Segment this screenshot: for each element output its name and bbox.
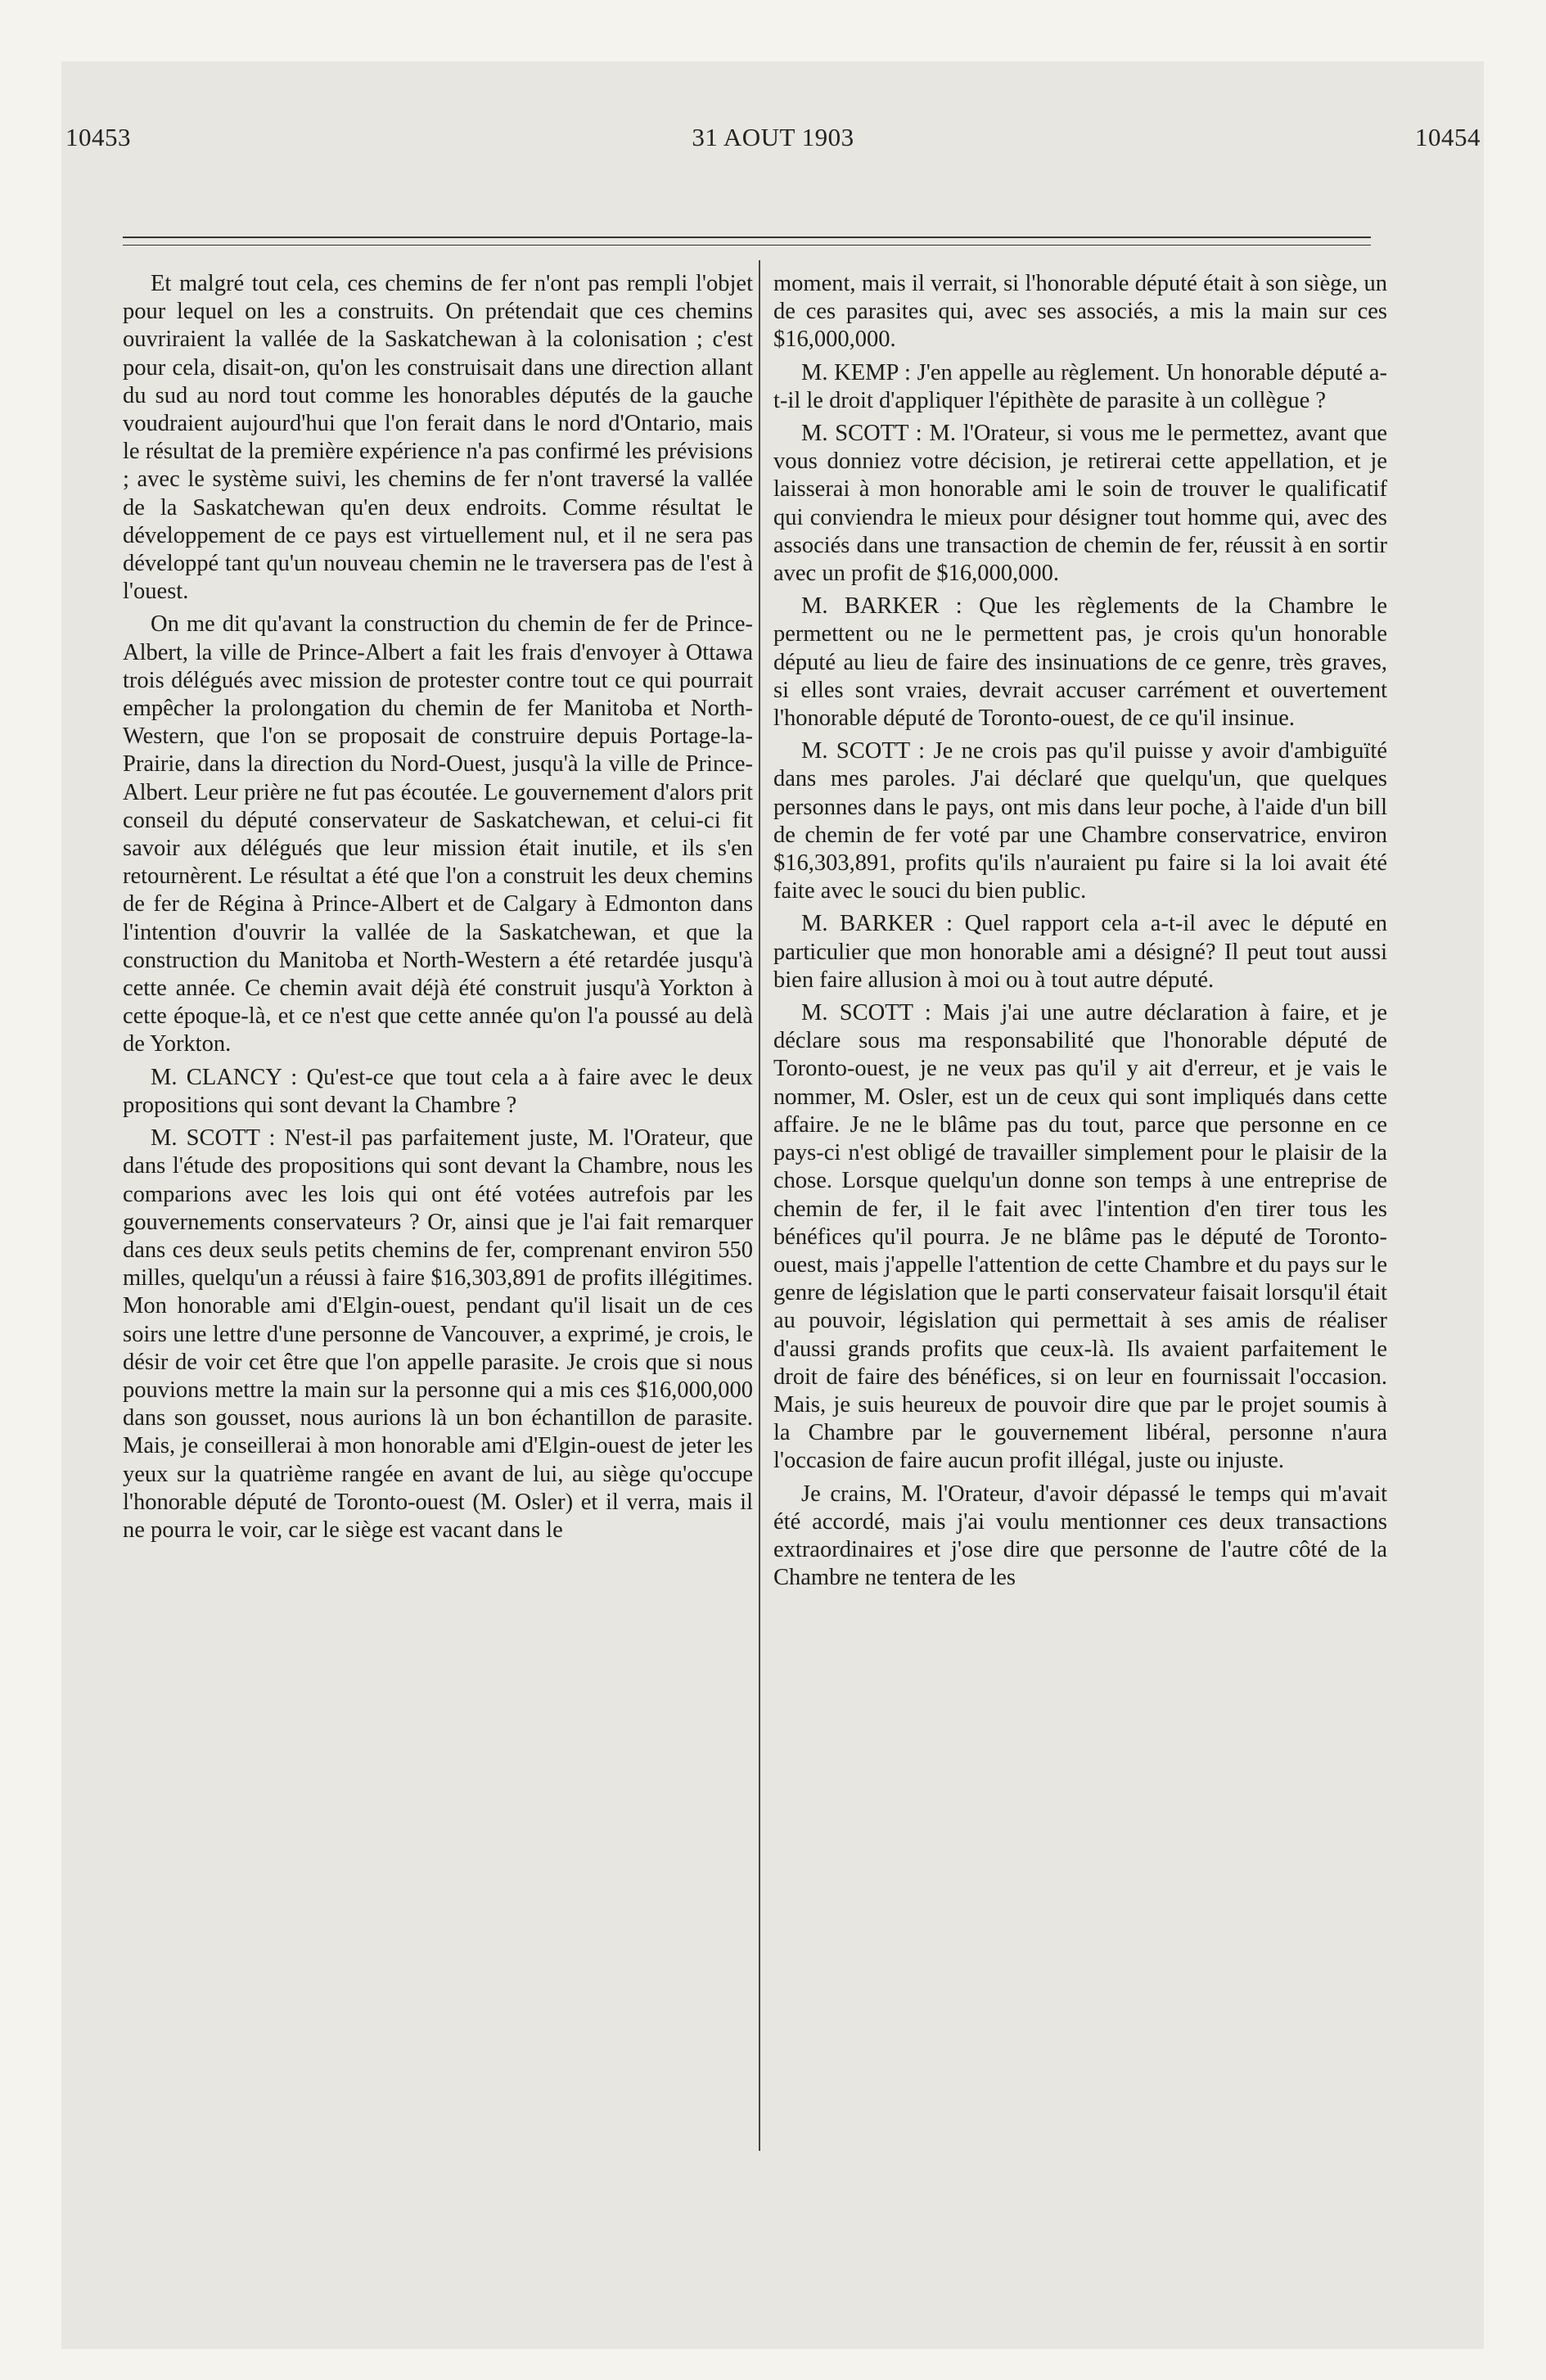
right-column	[773, 270, 1387, 1597]
column-divider	[759, 260, 760, 2151]
paragraph: Je crains, M. l'Orateur, d'avoir dépassé le temps qui m'avait été accordé, mais j'ai voulu mentionner ces deux transactions extraordinaires et j'ose dire que personne de l'autre côté de la Chambre ne tentera de les	[773, 1481, 1387, 1591]
paragraph: moment, mais il verrait, si l'honorable député était à son siège, un de ces parasites qui, avec ses associés, a mis la main sur ces $16,000,000.	[773, 271, 1387, 353]
paragraph: M. SCOTT : M. l'Orateur, si vous me le permettez, avant que vous donniez votre décision, je retirerai cette appellation, et je laisserai à mon honorable ami le soin de trouver le qualificatif qui conviendra le mieux pour désigner tout homme qui, avec des associés dans une transaction de chemin de fer, réussit à en sortir avec un profit de $16,000,000.	[773, 421, 1387, 587]
paragraph: M. SCOTT : Mais j'ai une autre déclaration à faire, et je déclare sous ma responsabilité que l'honorable député de Toronto-ouest, je ne veux pas qu'il y ait d'erreur, et je vais le nommer, M. Osler, est un de ceux qui sont impliqués dans cette affaire. Je ne le blâme pas du tout, parce que personne en ce pays-ci n'est obligé de travailler simplement pour le plaisir de la chose. Lorsque quelqu'un donne son temps à une entreprise de chemin de fer, il le fait avec l'intention d'en tirer tous les bénéfices qu'il pourra. Je ne blâme pas le député de Toronto-ouest, mais j'appelle l'attention de cette Chambre et du pays sur le genre de législation que le parti conservateur faisait lorsqu'il était au pouvoir, législation qui permettait à ses amis de réaliser d'aussi grands profits que ceux-là. Ils avaient parfaitement le droit de faire des bénéfices, si on leur en fournissait l'occasion. Mais, je suis heureux de pouvoir dire que par le projet soumis à la Chambre par le gouvernement libéral, personne n'aura l'occasion de faire aucun profit illégal, juste ou injuste.	[773, 1000, 1387, 1474]
paragraph: M. KEMP : J'en appelle au règlement. Un honorable député a-t-il le droit d'appliquer l'épithète de parasite à un collègue ?	[773, 359, 1387, 413]
paragraph: On me dit qu'avant la construction du chemin de fer de Prince-Albert, la ville de Prince-Albert a fait les frais d'envoyer à Ottawa trois délégués avec mission de protester contre tout ce qui pourrait empêcher la prolongation du chemin de fer Manitoba et North-Western, que l'on se proposait de construire depuis Portage-la-Prairie, dans la direction du Nord-Ouest, jusqu'à la ville de Prince-Albert. Leur prière ne fut pas écoutée. Le gouvernement d'alors prit conseil du député conservateur de Saskatchewan, et celui-ci fit savoir aux délégués que leur mission était inutile, et ils s'en retournèrent. Le résultat a été que l'on a construit les deux chemins de fer de Régina à Prince-Albert et de Calgary à Edmonton dans l'intention d'ouvrir la vallée de la Saskatchewan, et que la construction du Manitoba et North-Western a été retardée jusqu'à cette année. Ce chemin avait déjà été construit jusqu'à Yorkton à cette époque-là, et ce n'est que cette année qu'on l'a poussé au delà de Yorkton.	[123, 611, 753, 1057]
paragraph: M. BARKER : Que les règlements de la Chambre le permettent ou ne le permettent pas, je crois qu'un honorable député au lieu de faire des insinuations de ce genre, très graves, si elles sont vraies, devrait accuser carrément et ouvertement l'honorable député de Toronto-ouest, de ce qu'il insinue.	[773, 593, 1387, 732]
paragraph: M. CLANCY : Qu'est-ce que tout cela a à faire avec le deux propositions qui sont devant la Chambre ?	[123, 1064, 753, 1118]
paragraph: M. SCOTT : N'est-il pas parfaitement juste, M. l'Orateur, que dans l'étude des propositions qui sont devant la Chambre, nous les comparions avec les lois qui ont été votées autrefois par les gouvernements conservateurs ? Or, ainsi que je l'ai fait remarquer dans ces deux seuls petits chemins de fer, comprenant environ 550 milles, quelqu'un a réussi à faire $16,303,891 de profits illégitimes. Mon honorable ami d'Elgin-ouest, pendant qu'il lisait un de ces soirs une lettre d'une personne de Vancouver, a exprimé, je crois, le désir de voir cet être que l'on appelle parasite. Je crois que si nous pouvions mettre la main sur la personne qui a mis ces $16,000,000 dans son gousset, nous aurions là un bon échantillon de parasite. Mais, je conseillerai à mon honorable ami d'Elgin-ouest de jeter les yeux sur la quatrième rangée en avant de lui, au siège qu'occupe l'honorable député de Toronto-ouest (M. Osler) et il verra, mais il ne pourra le voir, car le siège est vacant dans le	[123, 1125, 753, 1543]
page-number-left: 10453	[65, 123, 131, 151]
left-column	[123, 270, 753, 1549]
page-number-right: 10454	[1415, 123, 1481, 151]
page-date: 31 AOUT 1903	[692, 123, 854, 151]
page-header	[65, 123, 1481, 172]
paragraph: M. BARKER : Quel rapport cela a-t-il avec le député en particulier que mon honorable ami a désigné? Il peut tout aussi bien faire allusion à moi ou à tout autre député.	[773, 911, 1387, 993]
header-rule-thick	[123, 237, 1371, 238]
paragraph: M. SCOTT : Je ne crois pas qu'il puisse y avoir d'ambiguïté dans mes paroles. J'ai déclaré que quelqu'un, que quelques personnes dans le pays, ont mis dans leur poche, à l'aide d'un bill de chemin de fer voté par une Chambre conservatrice, environ $16,303,891, profits qu'ils n'auraient pu faire si la loi avait été faite avec le souci du bien public.	[773, 738, 1387, 904]
paragraph: Et malgré tout cela, ces chemins de fer n'ont pas rempli l'objet pour lequel on les a construits. On prétendait que ces chemins ouvriraient la vallée de la Saskatchewan à la colonisation ; c'est pour cela, disait-on, qu'on les construisait dans une direction allant du sud au nord tout comme les honorables députés de la gauche voudraient aujourd'hui que l'on ferait dans le nord d'Ontario, mais le résultat de la première expérience n'a pas confirmé les prévisions ; avec le système suivi, les chemins de fer n'ont traversé la vallée de la Saskatchewan qu'en deux endroits. Comme résultat le développement de ce pays est virtuellement nul, et il ne sera pas développé tant qu'un nouveau chemin ne le traversera pas de l'est à l'ouest.	[123, 271, 753, 605]
header-rule-thin	[123, 245, 1371, 246]
